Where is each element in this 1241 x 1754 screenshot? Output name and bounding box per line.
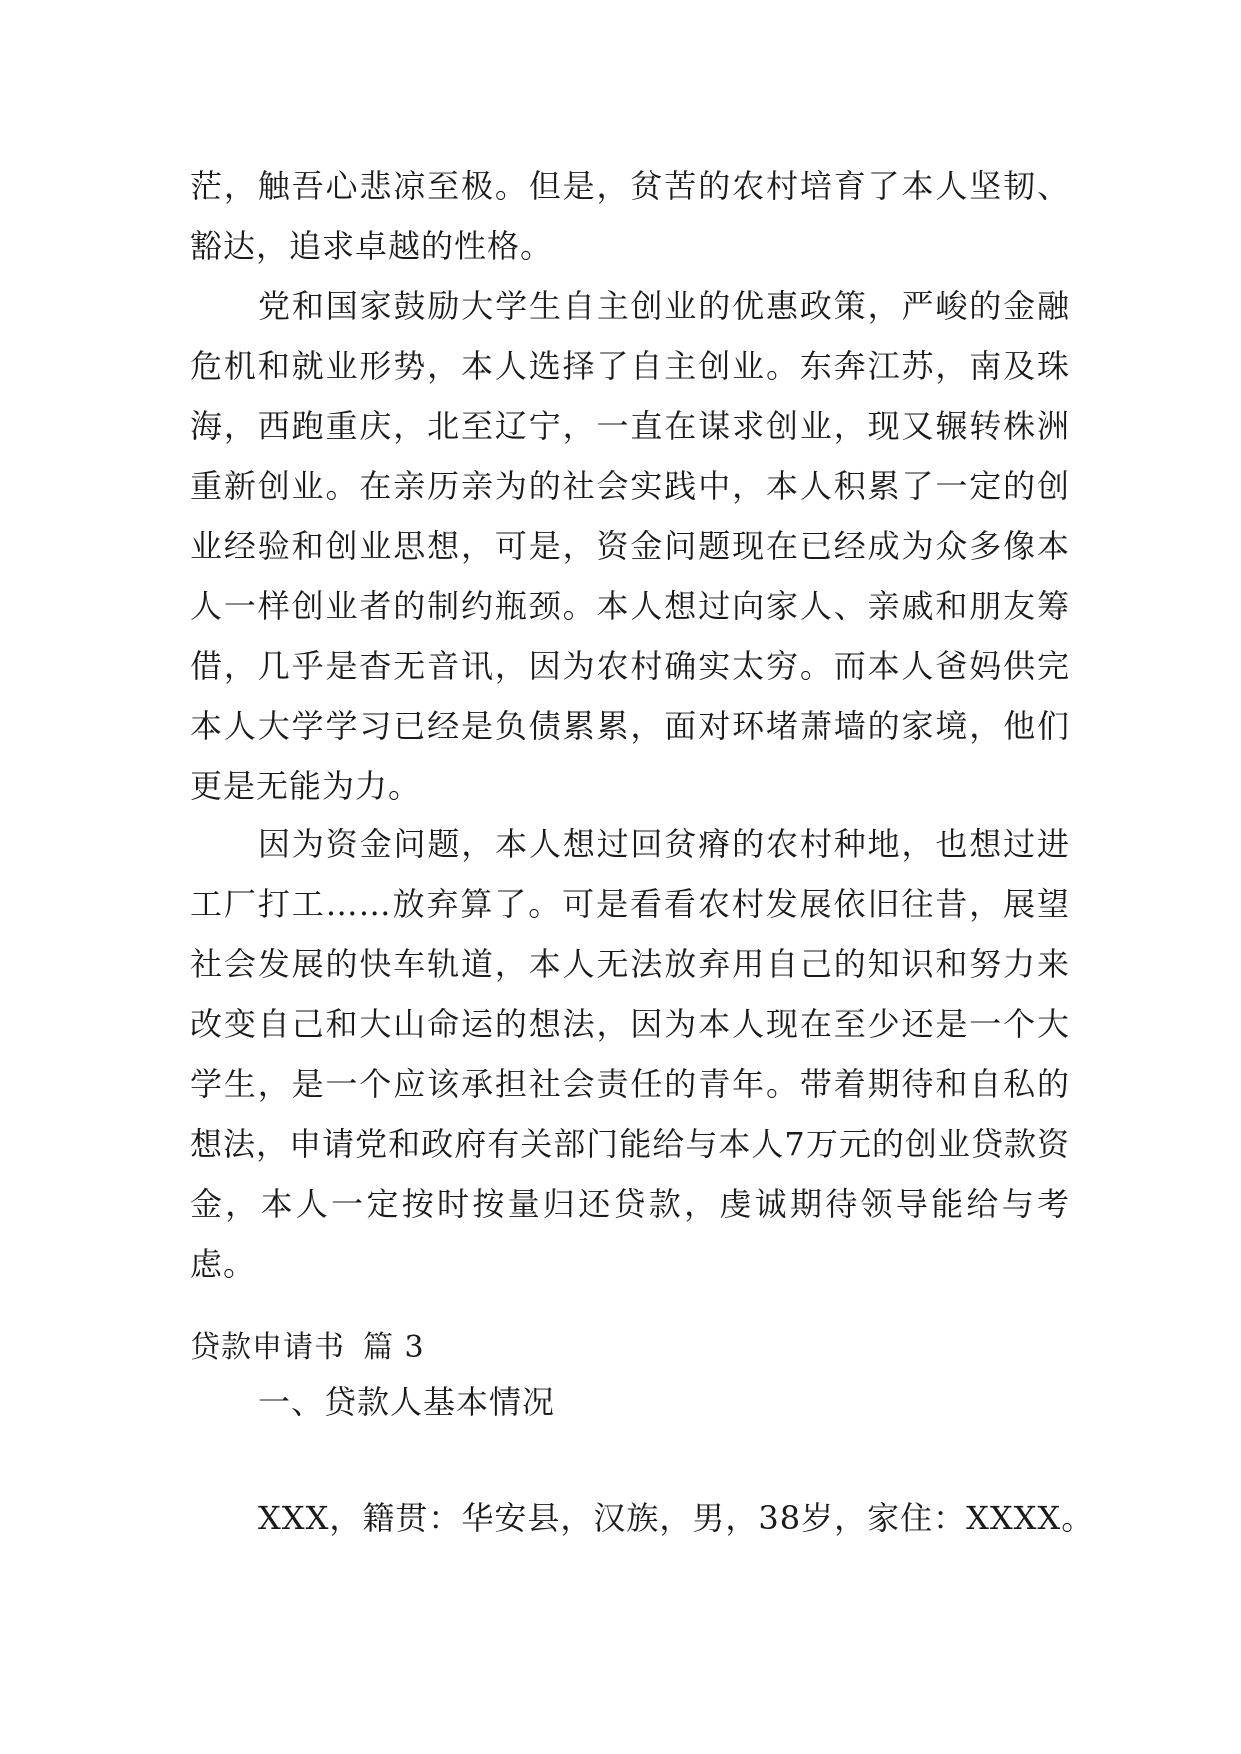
applicant-info-line: XXX，籍贯：华安县，汉族，男，38岁，家住：XXXX。 bbox=[258, 1499, 1095, 1537]
paragraph-1: 茫，触吾心悲凉至极。但是，贫苦的农村培育了本人坚韧、豁达，追求卓越的性格。 bbox=[190, 167, 1070, 265]
section-number: 篇 3 bbox=[363, 1330, 425, 1365]
section-title-text: 贷款申请书 bbox=[190, 1330, 345, 1365]
paragraph-3: 因为资金问题，本人想过回贫瘠的农村种地，也想过进工厂打工……放弃算了。可是看看农村发展依旧往昔，展望社会发展的快车轨道，本人无法放弃用自己的知识和努力来改变自己和大山命运的想法，因为本人现在至少还是一个大学生，是一个应该承担社会责任的青年。带着期待和自私的想法，申请党和政府有关部门能给与本人7万元的创业贷款资金，本人一定按时按量归还贷款，虔诚期待领导能给与考虑。 bbox=[190, 825, 1070, 1283]
paragraph-2: 党和国家鼓励大学生自主创业的优惠政策，严峻的金融危机和就业形势，本人选择了自主创业。东奔江苏，南及珠海，西跑重庆，北至辽宁，一直在谋求创业，现又辗转株洲重新创业。在亲历亲为的社会实践中，本人积累了一定的创业经验和创业思想，可是，资金问题现在已经成为众多像本人一样创业者的制约瓶颈。本人想过向家人、亲戚和朋友筹借，几乎是杳无音讯，因为农村确实太穷。而本人爸妈供完本人大学学习已经是负债累累，面对环堵萧墙的家境，他们更是无能为力。 bbox=[190, 287, 1070, 805]
section-subheading: 一、贷款人基本情况 bbox=[258, 1383, 556, 1421]
section-title bbox=[190, 1318, 425, 1378]
